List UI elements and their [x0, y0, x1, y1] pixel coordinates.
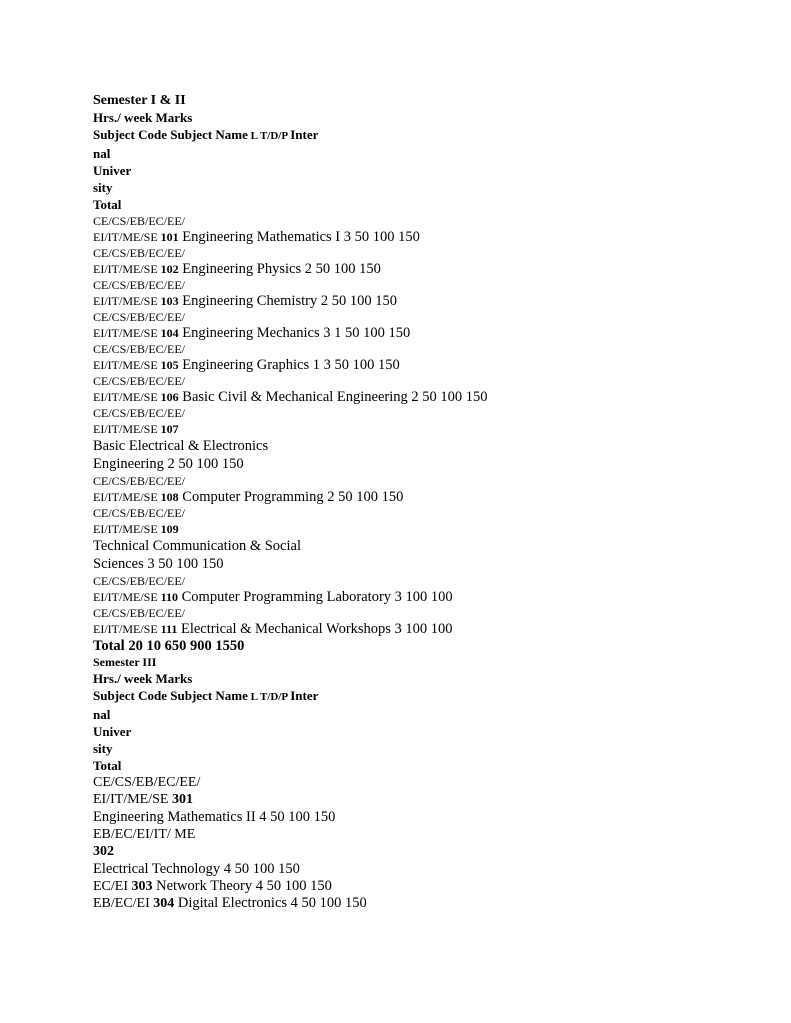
subject-code: 302: [93, 844, 114, 859]
subject-name: Basic Electrical & Electronics: [93, 438, 269, 454]
branch-list: EI/IT/ME/SE: [93, 422, 161, 436]
subject-code: 102: [160, 262, 179, 276]
branch-prefix: CE/CS/EB/EC/EE/: [93, 246, 186, 260]
subject-details: Electrical Technology 4 50 100 150: [93, 861, 300, 877]
branch-list: EI/IT/ME/SE: [93, 490, 161, 504]
branch-list: EI/IT/ME/SE: [93, 326, 161, 340]
subject-row: [93, 261, 753, 277]
branch-prefix: CE/CS/EB/EC/EE/: [93, 374, 186, 388]
subject-row: [93, 229, 753, 245]
branch-prefix: CE/CS/EB/EC/EE/: [93, 474, 186, 488]
subject-details: Engineering Mechanics 3 1 50 100 150: [178, 325, 411, 341]
subject-row: [93, 895, 753, 912]
column-header-main: Subject Code Subject Name: [93, 127, 248, 142]
subject-code: 111: [160, 622, 178, 636]
branch-list: EI/IT/ME/SE: [93, 590, 161, 604]
subject-code: 105: [160, 358, 179, 372]
subject-code: 103: [160, 294, 179, 308]
column-header-univer: Univer: [93, 724, 132, 739]
branch-list: EI/IT/ME/SE: [93, 390, 161, 404]
subject-code: 110: [160, 590, 179, 604]
subject-details: Engineering Chemistry 2 50 100 150: [178, 293, 397, 309]
subject-row: [93, 791, 753, 808]
document-page: [93, 92, 753, 912]
branch-prefix: CE/CS/EB/EC/EE/: [93, 406, 186, 420]
hours-marks-header: Hrs./ week Marks: [93, 110, 193, 125]
branch-prefix: CE/CS/EB/EC/EE/: [93, 310, 186, 324]
column-header-sity: sity: [93, 180, 113, 195]
branch-list: EI/IT/ME/SE: [93, 358, 161, 372]
subject-details: Electrical & Mechanical Workshops 3 100 100: [177, 621, 453, 637]
branch-prefix: CE/CS/EB/EC/EE/: [93, 506, 186, 520]
column-header: [93, 687, 753, 706]
column-header-inter: Inter: [290, 127, 319, 142]
branch-list: EI/IT/ME/SE: [93, 230, 161, 244]
branch-list: EB/EC/EI: [93, 896, 154, 911]
branch-list: EC/EI: [93, 879, 132, 894]
subject-row: [93, 489, 753, 505]
subject-row: [93, 357, 753, 373]
branch-prefix: CE/CS/EB/EC/EE/: [93, 278, 186, 292]
subject-row: [93, 421, 753, 437]
branch-list: EI/IT/ME/SE: [93, 522, 161, 536]
subject-row: [93, 878, 753, 895]
branch-prefix: EB/EC/EI/IT/ ME: [93, 827, 196, 842]
subject-details: Basic Civil & Mechanical Engineering 2 50 100 150: [178, 389, 488, 405]
subject-row: [93, 621, 753, 637]
subject-details: Engineering Graphics 1 3 50 100 150: [178, 357, 400, 373]
subject-details: Computer Programming Laboratory 3 100 100: [178, 589, 453, 605]
subject-details: Sciences 3 50 100 150: [93, 556, 224, 572]
branch-prefix: CE/CS/EB/EC/EE/: [93, 606, 186, 620]
subject-details: Engineering Mathematics II 4 50 100 150: [93, 809, 336, 825]
subject-code: 104: [160, 326, 179, 340]
branch-list: EI/IT/ME/SE: [93, 622, 161, 636]
column-header-ltp: L T/D/P: [247, 691, 291, 703]
subject-code: 304: [153, 896, 175, 911]
column-header: [93, 126, 753, 145]
column-header-ltp: L T/D/P: [247, 130, 291, 142]
column-header-main: Subject Code Subject Name: [93, 688, 248, 703]
semester-total: Total 20 10 650 900 1550: [93, 638, 245, 654]
subject-row: [93, 521, 753, 537]
column-header-sity: sity: [93, 741, 113, 756]
subject-row: [93, 389, 753, 405]
branch-prefix: CE/CS/EB/EC/EE/: [93, 214, 186, 228]
subject-details: Network Theory 4 50 100 150: [152, 878, 332, 894]
subject-details: Digital Electronics 4 50 100 150: [174, 895, 367, 911]
branch-prefix: CE/CS/EB/EC/EE/: [93, 574, 186, 588]
hours-marks-header: Hrs./ week Marks: [93, 671, 193, 686]
column-header-total: Total: [93, 758, 122, 773]
subject-details: Engineering 2 50 100 150: [93, 456, 244, 472]
branch-prefix: CE/CS/EB/EC/EE/: [93, 775, 201, 790]
semester-title: Semester III: [93, 655, 157, 669]
semester-title: Semester I & II: [93, 93, 186, 108]
subject-row: [93, 325, 753, 341]
subject-code: 303: [131, 879, 153, 894]
subject-row: [93, 293, 753, 309]
subject-code: 107: [160, 422, 179, 436]
subject-row: [93, 589, 753, 605]
column-header-univer: Univer: [93, 163, 132, 178]
subject-code: 101: [160, 230, 179, 244]
subject-name: Technical Communication & Social: [93, 538, 301, 554]
subject-details: Computer Programming 2 50 100 150: [178, 489, 404, 505]
subject-code: 106: [160, 390, 179, 404]
branch-list: EI/IT/ME/SE: [93, 294, 161, 308]
subject-code: 301: [171, 792, 193, 807]
branch-prefix: CE/CS/EB/EC/EE/: [93, 342, 186, 356]
column-header-nal: nal: [93, 146, 111, 161]
column-header-inter: Inter: [290, 688, 319, 703]
subject-code: 109: [160, 522, 179, 536]
column-header-nal: nal: [93, 707, 111, 722]
column-header-total: Total: [93, 197, 122, 212]
branch-list: EI/IT/ME/SE: [93, 792, 172, 807]
subject-code: 108: [160, 490, 179, 504]
subject-details: Engineering Physics 2 50 100 150: [178, 261, 381, 277]
subject-details: Engineering Mathematics I 3 50 100 150: [178, 229, 420, 245]
branch-list: EI/IT/ME/SE: [93, 262, 161, 276]
